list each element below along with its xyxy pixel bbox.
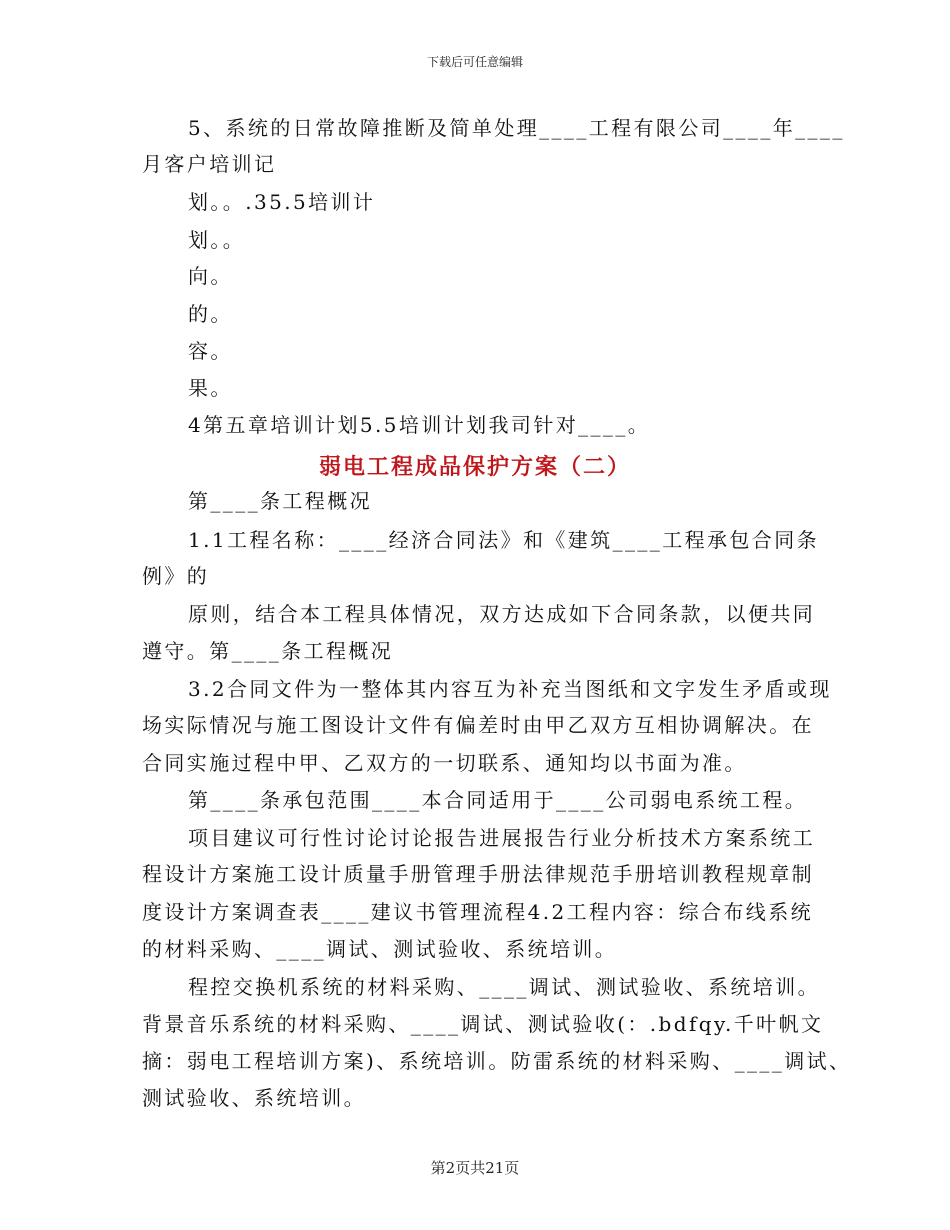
- text-line: 第____条承包范围____本合同适用于____公司弱电系统工程。: [188, 788, 808, 812]
- text-line: 月客户培训记: [142, 152, 277, 176]
- page-footer: 第2页共21页: [430, 1159, 520, 1177]
- text-line: 原则，结合本工程具体情况，双方达成如下合同条款，以便共同: [188, 602, 816, 626]
- text-line: 背景音乐系统的材料采购、____调试、测试验收(：.bdfqy.千叶帆文: [142, 1012, 824, 1036]
- text-line: 项目建议可行性讨论讨论报告进展报告行业分析技术方案系统工: [188, 826, 816, 850]
- text-line: 划。。.35.5培训计: [188, 190, 376, 214]
- text-line: 4第五章培训计划5.5培训计划我司针对____。: [188, 413, 651, 437]
- text-line: 容。: [188, 339, 233, 363]
- text-line: 3.2合同文件为一整体其内容互为补充当图纸和文字发生矛盾或现: [188, 677, 832, 701]
- text-line: 果。: [188, 376, 233, 400]
- text-line: 程设计方案施工设计质量手册管理手册法律规范手册培训教程规章制: [142, 862, 814, 886]
- text-line: 度设计方案调查表____建议书管理流程4.2工程内容：综合布线系统: [142, 900, 814, 924]
- text-line: 5、系统的日常故障推断及简单处理____工程有限公司____年____: [188, 116, 845, 140]
- text-line: 的材料采购、____调试、测试验收、系统培训。: [142, 937, 618, 961]
- text-line: 合同实施过程中甲、乙双方的一切联系、通知均以书面为准。: [142, 751, 747, 775]
- text-line: 遵守。第____条工程概况: [142, 639, 394, 663]
- page-header: 下载后可任意编辑: [426, 55, 523, 69]
- text-line: 向。: [188, 264, 233, 288]
- text-line: 测试验收、系统培训。: [142, 1086, 366, 1110]
- text-line: 摘：弱电工程培训方案)、系统培训。防雷系统的材料采购、____调试、: [142, 1049, 852, 1073]
- text-line: 程控交换机系统的材料采购、____调试、测试验收、系统培训。: [188, 975, 820, 999]
- text-line: 的。: [188, 302, 233, 326]
- section-title: 弱电工程成品保护方案（二）: [318, 454, 631, 480]
- text-line: 1.1工程名称：____经济合同法》和《建筑____工程承包合同条: [188, 528, 820, 552]
- text-line: 例》的: [142, 564, 210, 588]
- text-line: 划。。: [188, 228, 246, 252]
- text-line: 场实际情况与施工图设计文件有偏差时由甲乙双方互相协调解决。在: [142, 713, 814, 737]
- text-line: 第____条工程概况: [188, 489, 372, 513]
